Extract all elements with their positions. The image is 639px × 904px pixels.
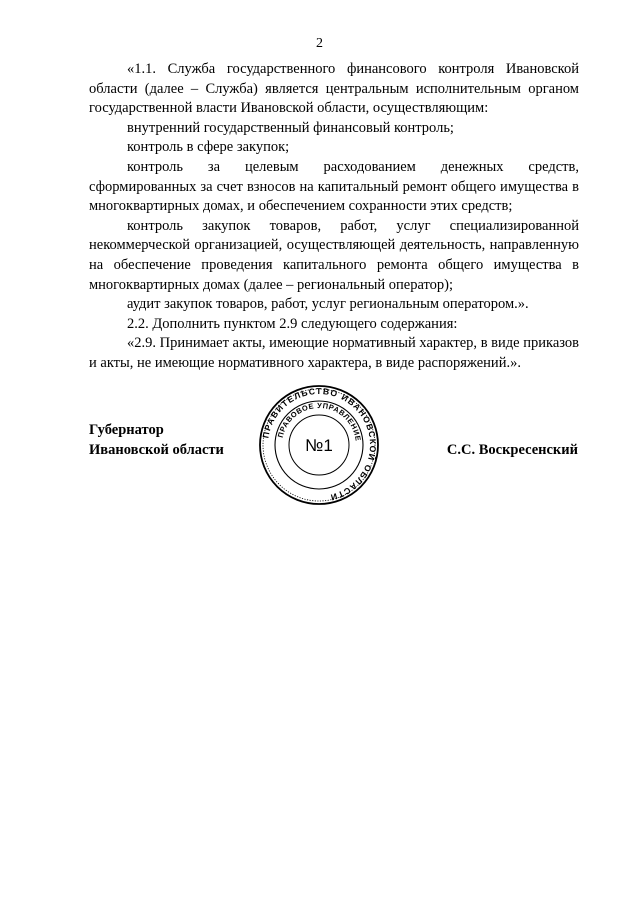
signatory-title [89,420,224,460]
seal-center-text: №1 [305,436,333,455]
signatory-title-line: Губернатор [89,422,164,438]
paragraph: «1.1. Служба государственного финансового контроля Ивановской области (далее – Служба) является центральным исполнительным органом государственной власти Ивановской области, осуществляющим: [89,61,579,117]
paragraph: контроль в сфере закупок; [127,139,290,156]
seal-outer-text-path: ПРАВИТЕЛЬСТВО ИВАНОВСКОЙ ОБЛАСТИ [260,385,379,503]
paragraph: контроль закупок товаров, работ, услуг специализированной некоммерческой организацией, осуществляющей деятельность, направленную на обеспечение проведения капитального ремонта общего имущества в многоквартирных домах (далее – региональный оператор); [89,217,579,293]
signatory-name: С.С. Воскресенский [446,442,578,458]
paragraph: 2.2. Дополнить пунктом 2.9 следующего содержания: [127,315,458,332]
page-number: 2 [316,36,323,51]
seal-inner-text-path: ПРАВОВОЕ УПРАВЛЕНИЕ [275,400,363,442]
document-body [89,60,579,374]
paragraph: «2.9. Принимает акты, имеющие нормативный характер, в виде приказов и акты, не имеющие нормативного характера, в виде распоряжений.». [89,335,579,371]
official-seal [258,384,380,506]
signatory-title-line: Ивановской области [89,442,224,458]
paragraph: контроль за целевым расходованием денежных средств, сформированных за счет взносов на капитальный ремонт общего имущества в многоквартирных домах, и обеспечением сохранности этих средств; [89,158,579,215]
seal-graphic [258,384,380,506]
paragraph: аудит закупок товаров, работ, услуг региональным оператором.». [127,296,529,313]
paragraph: внутренний государственный финансовый контроль; [127,119,454,136]
